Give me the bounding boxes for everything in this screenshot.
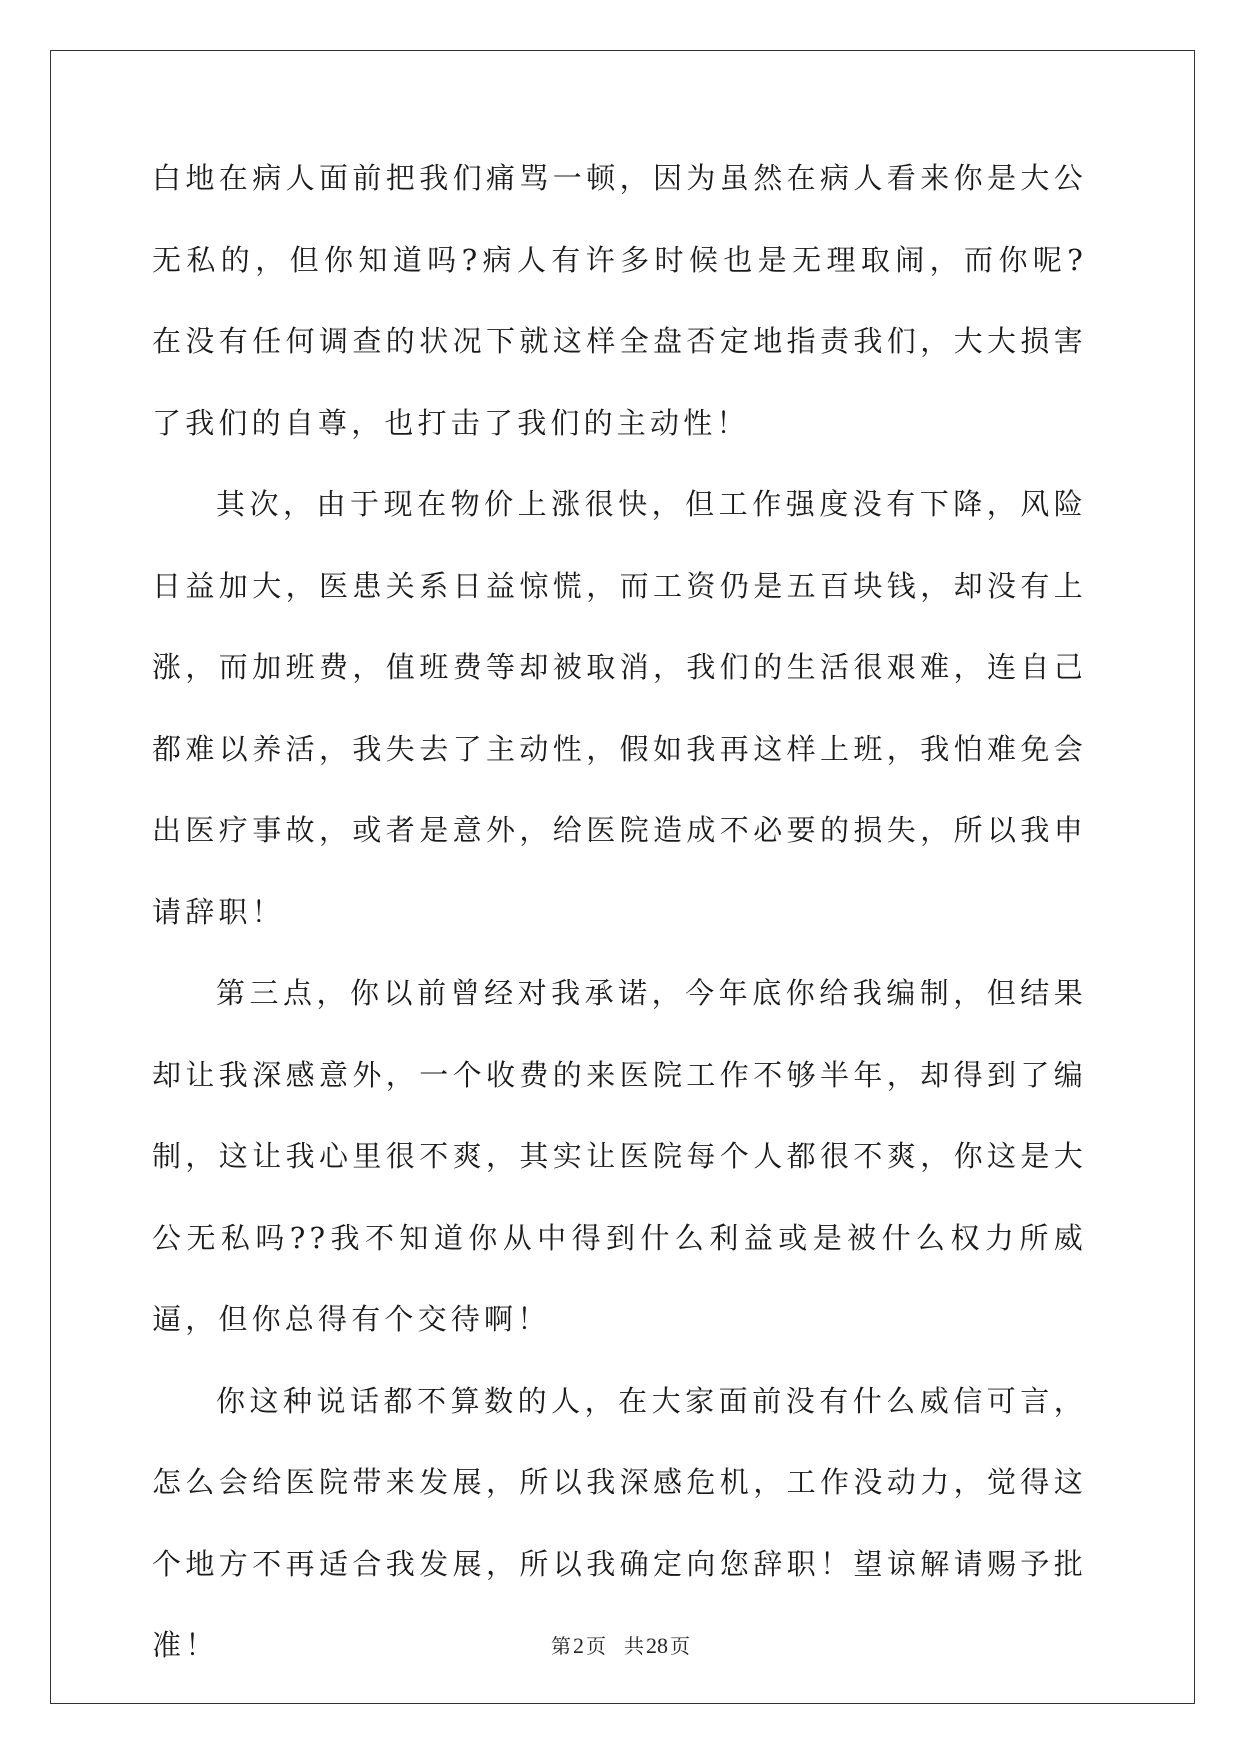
total-suffix: 页 [670, 1634, 690, 1658]
paragraph-third-point: 第三点，你以前曾经对我承诺，今年底你给我编制，但结果却让我深感意外，一个收费的来医院工作不够半年，却得到了编制，这让我心里很不爽，其实让医院每个人都很不爽，你这是大公无私吗??我不知道你从中得到什么利益或是被什么权力所威逼，但你总得有个交待啊！ [152, 976, 1087, 1336]
page-suffix: 页 [586, 1634, 606, 1658]
page-prefix: 第 [551, 1634, 571, 1658]
page-footer [0, 1630, 1241, 1659]
total-prefix: 共 [624, 1634, 644, 1658]
paragraph-second-reason: 其次，由于现在物价上涨很快，但工作强度没有下降，风险日益加大，医患关系日益惊慌，而工资仍是五百块钱，却没有上涨，而加班费，值班费等却被取消，我们的生活很艰难，连自己都难以养活，我失去了主动性，假如我再这样上班，我怕难免会出医疗事故，或者是意外，给医院造成不必要的损失，所以我申请辞职！ [152, 487, 1087, 929]
document-body [152, 162, 1087, 1687]
current-page-number: 2 [573, 1633, 584, 1658]
total-page-count: 28 [646, 1633, 668, 1658]
paragraph-conclusion: 你这种说话都不算数的人，在大家面前没有什么威信可言，怎么会给医院带来发展，所以我深感危机，工作没动力，觉得这个地方不再适合我发展，所以我确定向您辞职！望谅解请赐予批准！ [152, 1383, 1087, 1662]
paragraph-continued: 白地在病人面前把我们痛骂一顿，因为虽然在病人看来你是大公无私的，但你知道吗?病人有许多时候也是无理取闹，而你呢?在没有任何调查的状况下就这样全盘否定地指责我们，大大损害了我们的自尊，也打击了我们的主动性！ [152, 161, 1087, 440]
